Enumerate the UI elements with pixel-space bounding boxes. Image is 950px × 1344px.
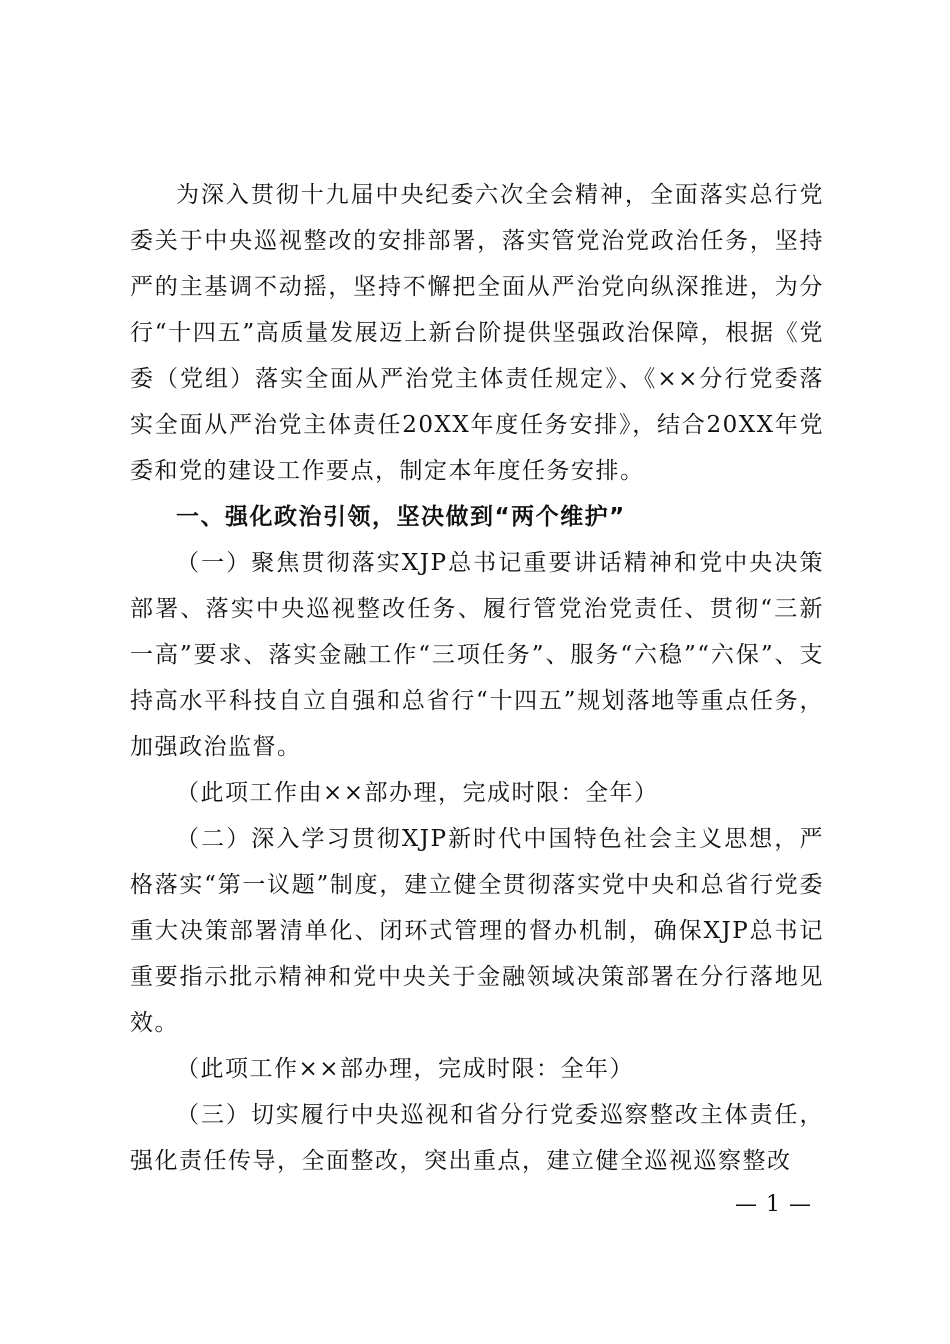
item-two-paragraph: （二）深入学习贯彻XJP新时代中国特色社会主义思想，严格落实“第一议题”制度，建立健全贯彻落实党中央和总省行党委重大决策部署清单化、闭环式管理的督办机制，确保XJP总书记重要指示批示精神和党中央关于金融领域决策部署在分行落地见效。 xyxy=(130,826,824,1036)
item-two-note: （此项工作××部办理，完成时限：全年） xyxy=(176,1056,635,1082)
document-body xyxy=(130,172,824,1184)
item-one-note: （此项工作由××部办理，完成时限：全年） xyxy=(176,780,659,806)
item-one-paragraph: （一）聚焦贯彻落实XJP总书记重要讲话精神和党中央决策部署、落实中央巡视整改任务、履行管党治党责任、贯彻“三新一高”要求、落实金融工作“三项任务”、服务“六稳”“六保”、支持高水平科技自立自强和总省行“十四五”规划落地等重点任务，加强政治监督。 xyxy=(130,550,824,760)
intro-paragraph: 为深入贯彻十九届中央纪委六次全会精神，全面落实总行党委关于中央巡视整改的安排部署，落实管党治党政治任务，坚持严的主基调不动摇，坚持不懈把全面从严治党向纵深推进，为分行“十四五”高质量发展迈上新台阶提供坚强政治保障，根据《党委（党组）落实全面从严治党主体责任规定》、《××分行党委落实全面从严治党主体责任20XX年度任务安排》，结合20XX年党委和党的建设工作要点，制定本年度任务安排。 xyxy=(130,182,824,484)
page-number: — 1 — xyxy=(735,1192,812,1217)
section-heading: 一、强化政治引领，坚决做到“两个维护” xyxy=(176,504,626,530)
item-three-paragraph: （三）切实履行中央巡视和省分行党委巡察整改主体责任，强化责任传导，全面整改，突出重点，建立健全巡视巡察整改 xyxy=(130,1102,824,1174)
